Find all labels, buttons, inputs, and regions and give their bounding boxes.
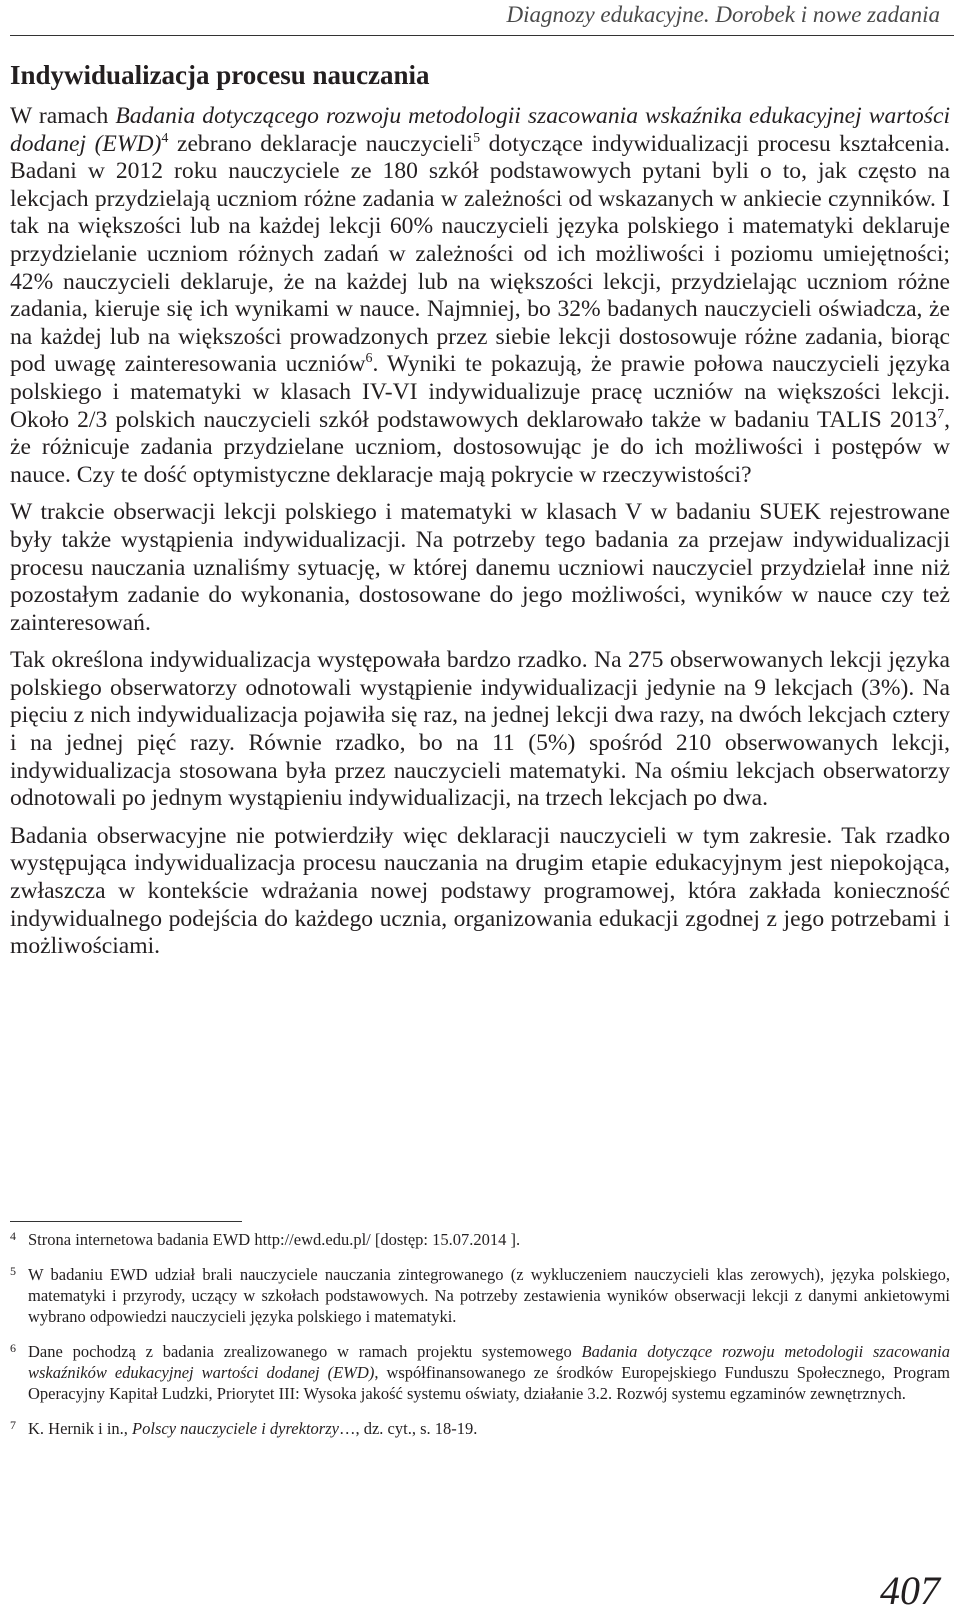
page-number: 407 [880,1568,940,1613]
footnote-ref: 6 [365,351,373,367]
body-paragraph [10,647,950,813]
footnote-ref: 7 [937,406,945,422]
text-run: W trakcie obserwacji lekcji polskiego i matematyki w klasach V w badaniu SUEK rejestrowane były także wystąpienia indywidualizacji. Na potrzeby tego badania za przejaw indywidualizacji procesu nauczania uznaliśmy sytuację, w której danemu uczniowi nauczyciel przydzielał inne niż pozostałym zadanie do wykonania, dostosowane do jego możliwości, wyników w nauce czy też zainteresowań. [10,499,950,636]
text-run: W ramach [10,103,116,129]
footnote [10,1264,950,1327]
text-run: …, dz. cyt., s. 18-19. [338,1419,478,1438]
footnote-separator [10,1221,242,1222]
text-run: dotyczące indywidualizacji procesu kształcenia. Badani w 2012 roku nauczyciele ze 180 szkół podstawowych pytani byli o to, jak często na lekcjach przydzielają uczniom różne zadania w zależności od wskazanych w ankiecie czynników. I tak na większości lub na każdej lekcji 60% nauczycieli języka polskiego i matematyki deklaruje przydzielanie uczniom różnych zadań w zależności od ich możliwości i poziomu umiejętności; 42% nauczycieli deklaruje, że na każdej lub na większości lekcji, przydzielając uczniom różne zadania, kieruje się ich wynikami w nauce. Najmniej, bo 32% badanych nauczycieli oświadcza, że na każdej lub na większości prowadzonych przez siebie lekcji dostosowuje różne zadania, biorąc pod uwagę zainteresowania uczniów [10,130,950,378]
italic-text: Polscy nauczyciele i dyrektorzy [132,1419,339,1438]
footnote-number: 4 [10,1229,16,1243]
footnote [10,1341,950,1404]
footnote-number: 5 [10,1264,16,1278]
section-title: Indywidualizacja procesu nauczania [10,60,430,90]
italic-text: Badania dotyczące rozwoju metodologii szacowania wskaźników edukacyjnej wartości dodanej (EWD) [28,1342,950,1382]
text-run: Tak określona indywidualizacja występowała bardzo rzadko. Na 275 obserwowanych lekcji języka polskiego obserwatorzy odnotowali wystąpienie indywidualizacji jedynie na 9 lekcjach (3%). Na pięciu z nich indywidualizacja pojawiła się raz, na jednej lekcji dwa razy, na dwóch lekcjach cztery i na jednej pięć razy. Równie rzadko, bo na 11 (5%) spośród 210 obserwowanych lekcji, indywidualizacja stosowana była przez nauczycieli matematyki. Na ośmiu lekcjach obserwatorzy odnotowali po jednym wystąpieniu indywidualizacji, na trzech lekcjach po dwa. [10,647,950,812]
header-rule [10,35,954,36]
footnote-number: 6 [10,1341,16,1355]
text-run: Badania obserwacyjne nie potwierdziły więc deklaracji nauczycieli w tym zakresie. Tak rzadko występująca indywidualizacja procesu nauczania na drugim etapie edukacyjnym jest niepokojąca, zwłaszcza w kontekście wdrażania nowej podstawy programowej, która zakłada konieczność indywidualnego podejścia do każdego ucznia, organizowania edukacji zgodnej z jego potrzebami i możliwościami. [10,822,950,960]
text-run: Dane pochodzą z badania zrealizowanego w ramach projektu systemowego [28,1342,582,1361]
document-page [10,0,954,1619]
text-run: Strona internetowa badania EWD http://ewd.edu.pl/ [dostęp: 15.07.2014 ]. [28,1230,521,1249]
text-run: , że różnicuje zadania przydzielane uczniom, dostosowując je do ich możliwości i postępów w nauce. Czy te dość optymistyczne deklaracje mają pokrycie w rzeczywistości? [10,406,950,488]
body-paragraph [10,823,950,961]
text-run: . Wyniki te pokazują, że prawie połowa nauczycieli języka polskiego i matematyki w klasach IV-VI indywidualizuje pracę uczniów na większości lekcji. Około 2/3 polskich nauczycieli szkół podstawowych deklarowało także w badaniu TALIS 2013 [10,351,950,433]
text-run: W badaniu EWD udział brali nauczyciele nauczania zintegrowanego (z wykluczeniem nauczycieli klas zerowych), języka polskiego, matematyki i przyrody, uczący w szkołach podstawowych. Na potrzeby zestawienia wyników obserwacji lekcji z danymi ankietowymi wybrano odpowiedzi nauczycieli języka polskiego i matematyki. [28,1265,950,1326]
footnotes [10,1229,950,1453]
text-run: K. Hernik i in., [28,1419,133,1438]
text-run: , współfinansowanego ze środków Europejskiego Funduszu Społecznego, Program Operacyjny Kapitał Ludzki, Priorytet III: Wysoka jakość systemu oświaty, działanie 3.2. Rozwój systemu egzaminów zewnętrznych. [28,1363,950,1403]
text-run: zebrano deklaracje nauczycieli [168,130,474,157]
italic-text: Badania dotyczącego rozwoju metodologii szacowania wskaźnika edukacyjnej wartości dodanej (EWD) [10,103,950,157]
body-text [10,103,950,961]
running-head: Diagnozy edukacyjne. Dorobek i nowe zadania [506,2,940,27]
footnote-ref: 5 [473,130,481,146]
footnote [10,1229,950,1250]
footnote [10,1418,950,1439]
body-paragraph [10,103,950,489]
footnote-ref: 4 [161,130,169,146]
body-paragraph [10,499,950,637]
footnote-number: 7 [10,1418,16,1432]
